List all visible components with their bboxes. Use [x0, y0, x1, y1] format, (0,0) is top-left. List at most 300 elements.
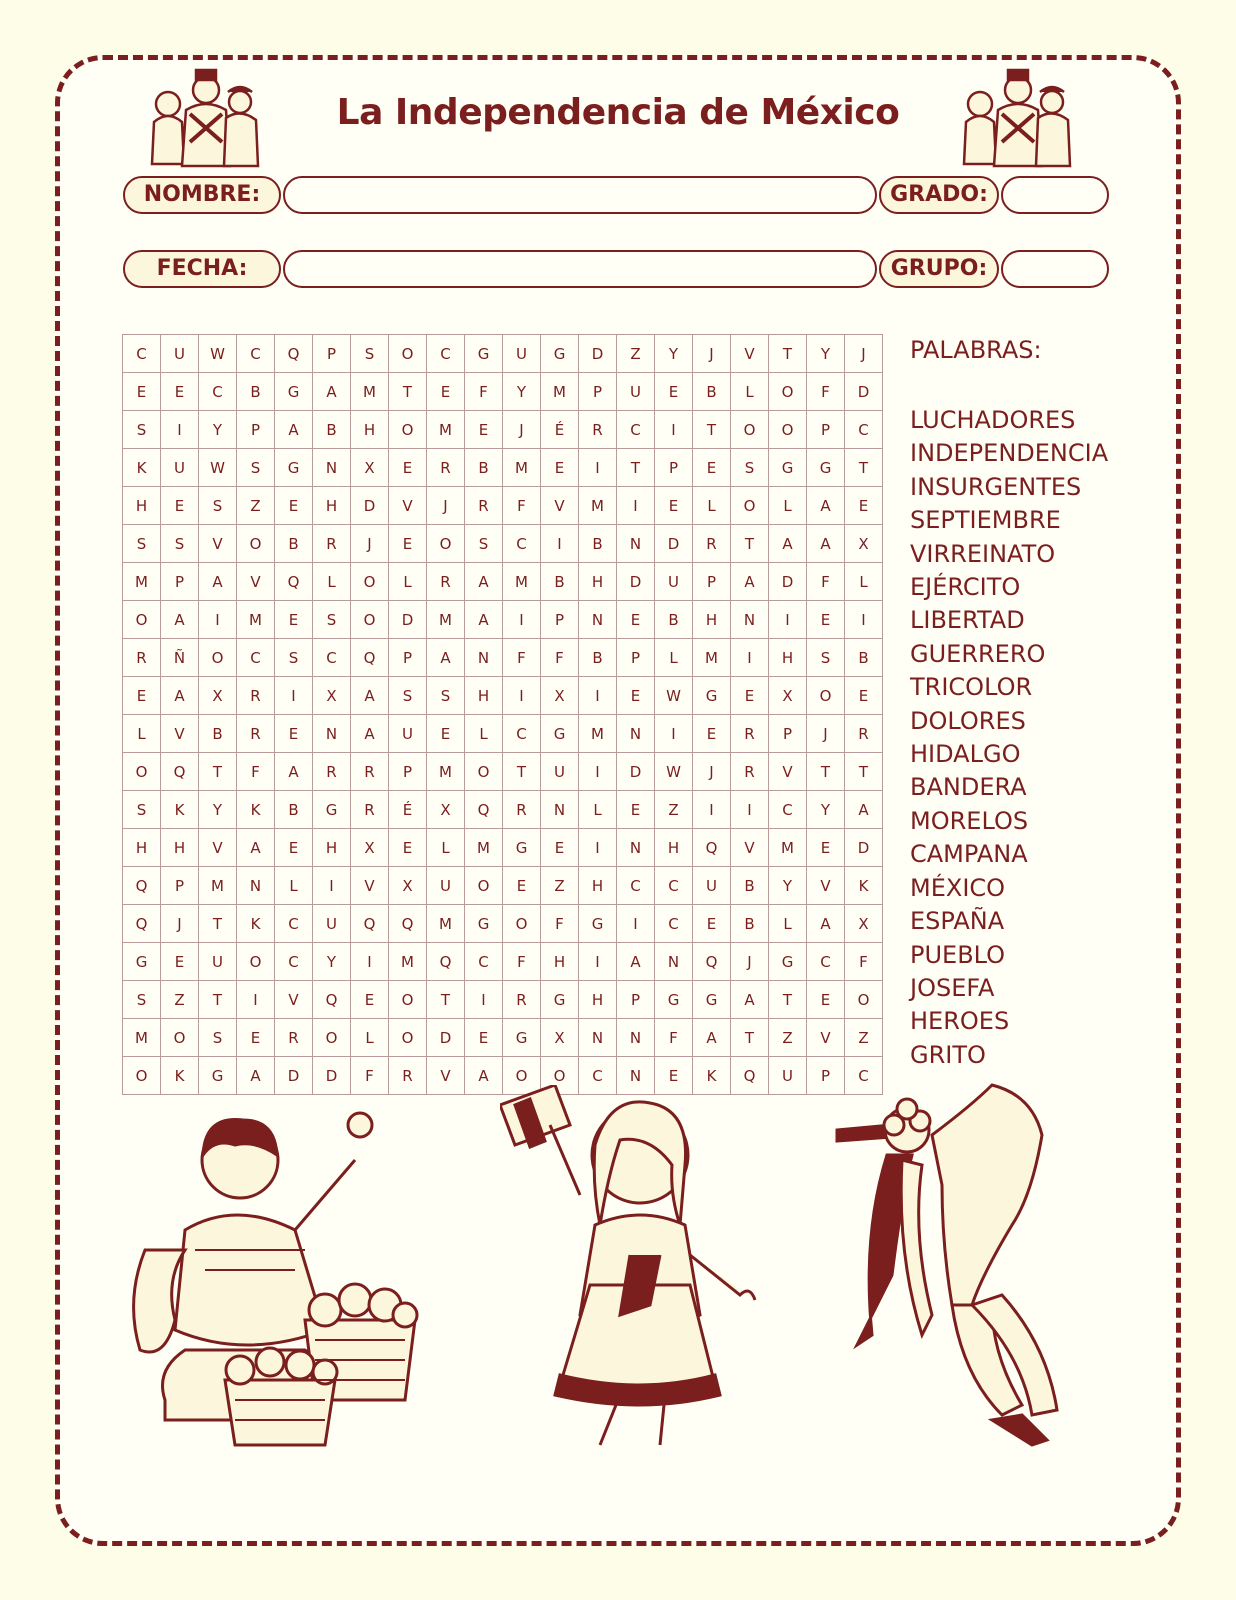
grid-letter[interactable]: T [503, 753, 541, 791]
grid-letter[interactable]: O [237, 525, 275, 563]
grid-letter[interactable]: T [731, 525, 769, 563]
grid-letter[interactable]: S [351, 335, 389, 373]
grid-letter[interactable]: E [275, 829, 313, 867]
grid-letter[interactable]: T [769, 981, 807, 1019]
grid-letter[interactable]: G [655, 981, 693, 1019]
grid-letter[interactable]: Y [199, 411, 237, 449]
grid-letter[interactable]: C [503, 525, 541, 563]
grid-letter[interactable]: I [579, 829, 617, 867]
grid-letter[interactable]: M [503, 449, 541, 487]
grid-letter[interactable]: Q [351, 639, 389, 677]
grid-letter[interactable]: E [389, 525, 427, 563]
grid-letter[interactable]: V [427, 1057, 465, 1095]
grid-letter[interactable]: E [389, 449, 427, 487]
grid-letter[interactable]: I [617, 905, 655, 943]
grid-letter[interactable]: W [655, 753, 693, 791]
grid-letter[interactable]: B [655, 601, 693, 639]
grid-letter[interactable]: W [655, 677, 693, 715]
grid-letter[interactable]: R [579, 411, 617, 449]
grid-letter[interactable]: L [427, 829, 465, 867]
grid-letter[interactable]: M [427, 905, 465, 943]
grid-letter[interactable]: E [427, 715, 465, 753]
grid-letter[interactable]: Q [427, 943, 465, 981]
grid-letter[interactable]: H [693, 601, 731, 639]
grid-letter[interactable]: G [503, 829, 541, 867]
grid-letter[interactable]: B [313, 411, 351, 449]
grid-letter[interactable]: E [389, 829, 427, 867]
grid-letter[interactable]: I [617, 487, 655, 525]
grid-letter[interactable]: E [807, 829, 845, 867]
grid-letter[interactable]: O [731, 411, 769, 449]
grid-letter[interactable]: E [541, 449, 579, 487]
grid-letter[interactable]: N [313, 715, 351, 753]
grid-letter[interactable]: U [541, 753, 579, 791]
grid-letter[interactable]: E [465, 411, 503, 449]
grid-letter[interactable]: E [617, 601, 655, 639]
grid-letter[interactable]: A [807, 905, 845, 943]
grid-letter[interactable]: J [807, 715, 845, 753]
grid-letter[interactable]: M [693, 639, 731, 677]
grid-letter[interactable]: O [503, 905, 541, 943]
grid-letter[interactable]: Y [807, 335, 845, 373]
grid-letter[interactable]: C [237, 335, 275, 373]
grid-letter[interactable]: T [389, 373, 427, 411]
grid-letter[interactable]: Q [389, 905, 427, 943]
grid-letter[interactable]: N [617, 829, 655, 867]
grid-letter[interactable]: H [161, 829, 199, 867]
grid-letter[interactable]: K [693, 1057, 731, 1095]
grid-letter[interactable]: P [313, 335, 351, 373]
grid-letter[interactable]: E [693, 715, 731, 753]
grid-letter[interactable]: R [427, 449, 465, 487]
grid-letter[interactable]: X [769, 677, 807, 715]
grid-letter[interactable]: C [237, 639, 275, 677]
grid-letter[interactable]: V [351, 867, 389, 905]
grid-letter[interactable]: U [769, 1057, 807, 1095]
grid-letter[interactable]: G [275, 373, 313, 411]
grid-letter[interactable]: P [389, 753, 427, 791]
grid-letter[interactable]: E [275, 601, 313, 639]
grid-letter[interactable]: A [845, 791, 883, 829]
grid-letter[interactable]: J [503, 411, 541, 449]
grid-letter[interactable]: O [313, 1019, 351, 1057]
grid-letter[interactable]: R [313, 525, 351, 563]
grid-letter[interactable]: E [275, 715, 313, 753]
grid-letter[interactable]: V [275, 981, 313, 1019]
grid-letter[interactable]: P [655, 449, 693, 487]
grid-letter[interactable]: P [693, 563, 731, 601]
grid-letter[interactable]: L [465, 715, 503, 753]
grid-letter[interactable]: P [161, 563, 199, 601]
grid-letter[interactable]: P [579, 373, 617, 411]
grid-letter[interactable]: S [123, 525, 161, 563]
grid-letter[interactable]: N [541, 791, 579, 829]
grid-letter[interactable]: I [579, 449, 617, 487]
grid-letter[interactable]: A [617, 943, 655, 981]
grid-letter[interactable]: D [617, 563, 655, 601]
grid-letter[interactable]: R [313, 753, 351, 791]
grid-letter[interactable]: E [351, 981, 389, 1019]
grid-letter[interactable]: E [123, 677, 161, 715]
grid-letter[interactable]: S [427, 677, 465, 715]
grid-letter[interactable]: C [579, 1057, 617, 1095]
grid-letter[interactable]: H [351, 411, 389, 449]
grid-letter[interactable]: Y [807, 791, 845, 829]
grid-letter[interactable]: D [313, 1057, 351, 1095]
grid-letter[interactable]: M [123, 563, 161, 601]
grid-letter[interactable]: H [313, 829, 351, 867]
grid-letter[interactable]: W [199, 335, 237, 373]
grid-letter[interactable]: P [237, 411, 275, 449]
grid-letter[interactable]: G [199, 1057, 237, 1095]
grid-letter[interactable]: I [503, 677, 541, 715]
grid-letter[interactable]: Y [769, 867, 807, 905]
grid-letter[interactable]: F [807, 563, 845, 601]
grid-letter[interactable]: E [161, 487, 199, 525]
grid-letter[interactable]: L [275, 867, 313, 905]
grid-letter[interactable]: É [389, 791, 427, 829]
grid-letter[interactable]: C [845, 411, 883, 449]
grid-letter[interactable]: I [693, 791, 731, 829]
grid-letter[interactable]: Y [199, 791, 237, 829]
grid-letter[interactable]: A [351, 677, 389, 715]
grid-letter[interactable]: U [655, 563, 693, 601]
grid-letter[interactable]: H [655, 829, 693, 867]
grid-letter[interactable]: O [199, 639, 237, 677]
grid-letter[interactable]: X [351, 449, 389, 487]
grid-letter[interactable]: K [845, 867, 883, 905]
grid-letter[interactable]: P [617, 981, 655, 1019]
grid-letter[interactable]: F [655, 1019, 693, 1057]
grid-letter[interactable]: H [769, 639, 807, 677]
grid-letter[interactable]: C [275, 943, 313, 981]
grid-letter[interactable]: M [351, 373, 389, 411]
grid-letter[interactable]: H [313, 487, 351, 525]
grid-letter[interactable]: U [199, 943, 237, 981]
grid-letter[interactable]: V [731, 335, 769, 373]
grid-letter[interactable]: X [541, 677, 579, 715]
grid-letter[interactable]: C [503, 715, 541, 753]
grid-letter[interactable]: V [769, 753, 807, 791]
grid-letter[interactable]: V [199, 829, 237, 867]
grid-letter[interactable]: K [123, 449, 161, 487]
grid-letter[interactable]: I [655, 411, 693, 449]
grid-letter[interactable]: I [769, 601, 807, 639]
group-field[interactable] [1001, 250, 1109, 288]
grid-letter[interactable]: I [579, 677, 617, 715]
grid-letter[interactable]: P [807, 1057, 845, 1095]
grid-letter[interactable]: O [389, 335, 427, 373]
grid-letter[interactable]: S [389, 677, 427, 715]
grid-letter[interactable]: D [275, 1057, 313, 1095]
grid-letter[interactable]: A [161, 601, 199, 639]
grid-letter[interactable]: Q [275, 563, 313, 601]
grid-letter[interactable]: O [465, 753, 503, 791]
grid-letter[interactable]: G [541, 335, 579, 373]
grid-letter[interactable]: A [465, 563, 503, 601]
grid-letter[interactable]: S [807, 639, 845, 677]
grid-letter[interactable]: V [199, 525, 237, 563]
grid-letter[interactable]: Q [693, 829, 731, 867]
grid-letter[interactable]: Q [351, 905, 389, 943]
grid-letter[interactable]: B [275, 791, 313, 829]
grid-letter[interactable]: S [237, 449, 275, 487]
grid-letter[interactable]: N [579, 1019, 617, 1057]
grid-letter[interactable]: D [655, 525, 693, 563]
grid-letter[interactable]: V [731, 829, 769, 867]
grid-letter[interactable]: Q [465, 791, 503, 829]
date-field[interactable] [283, 250, 877, 288]
grid-letter[interactable]: A [237, 1057, 275, 1095]
grid-letter[interactable]: E [161, 373, 199, 411]
grid-letter[interactable]: A [275, 753, 313, 791]
grid-letter[interactable]: Z [769, 1019, 807, 1057]
grid-letter[interactable]: T [693, 411, 731, 449]
grid-letter[interactable]: E [617, 791, 655, 829]
grid-letter[interactable]: S [161, 525, 199, 563]
grid-letter[interactable]: S [275, 639, 313, 677]
grid-letter[interactable]: Q [275, 335, 313, 373]
grid-letter[interactable]: M [389, 943, 427, 981]
grid-letter[interactable]: J [693, 753, 731, 791]
grid-letter[interactable]: B [465, 449, 503, 487]
grid-letter[interactable]: A [313, 373, 351, 411]
grid-letter[interactable]: M [237, 601, 275, 639]
grid-letter[interactable]: E [693, 449, 731, 487]
grid-letter[interactable]: L [351, 1019, 389, 1057]
grid-letter[interactable]: G [579, 905, 617, 943]
grid-letter[interactable]: H [123, 829, 161, 867]
grid-letter[interactable]: J [845, 335, 883, 373]
grid-letter[interactable]: O [351, 601, 389, 639]
grid-letter[interactable]: V [161, 715, 199, 753]
grid-letter[interactable]: F [351, 1057, 389, 1095]
grid-letter[interactable]: E [655, 373, 693, 411]
grid-letter[interactable]: Z [617, 335, 655, 373]
grid-letter[interactable]: U [313, 905, 351, 943]
grid-letter[interactable]: C [275, 905, 313, 943]
grid-letter[interactable]: S [123, 791, 161, 829]
grid-letter[interactable]: M [579, 487, 617, 525]
grid-letter[interactable]: D [617, 753, 655, 791]
grid-letter[interactable]: O [541, 1057, 579, 1095]
grid-letter[interactable]: P [769, 715, 807, 753]
grid-letter[interactable]: D [845, 829, 883, 867]
grid-letter[interactable]: H [579, 867, 617, 905]
grid-letter[interactable]: B [731, 905, 769, 943]
grid-letter[interactable]: E [617, 677, 655, 715]
grid-letter[interactable]: U [161, 335, 199, 373]
grid-letter[interactable]: G [541, 981, 579, 1019]
grid-letter[interactable]: Q [731, 1057, 769, 1095]
grid-letter[interactable]: I [503, 601, 541, 639]
grid-letter[interactable]: Z [845, 1019, 883, 1057]
grid-letter[interactable]: R [351, 753, 389, 791]
grid-letter[interactable]: H [579, 981, 617, 1019]
grid-letter[interactable]: O [389, 1019, 427, 1057]
grid-letter[interactable]: Ñ [161, 639, 199, 677]
grid-letter[interactable]: M [503, 563, 541, 601]
grid-letter[interactable]: I [731, 791, 769, 829]
grid-letter[interactable]: N [617, 1057, 655, 1095]
grid-letter[interactable]: V [807, 1019, 845, 1057]
grid-letter[interactable]: L [769, 487, 807, 525]
grid-letter[interactable]: A [807, 525, 845, 563]
grid-letter[interactable]: P [389, 639, 427, 677]
grid-letter[interactable]: E [845, 487, 883, 525]
grid-letter[interactable]: L [579, 791, 617, 829]
grid-letter[interactable]: X [199, 677, 237, 715]
grid-letter[interactable]: O [123, 601, 161, 639]
grid-letter[interactable]: L [731, 373, 769, 411]
grid-letter[interactable]: I [313, 867, 351, 905]
grid-letter[interactable]: I [655, 715, 693, 753]
grid-letter[interactable]: C [807, 943, 845, 981]
grade-field[interactable] [1001, 176, 1109, 214]
grid-letter[interactable]: A [465, 1057, 503, 1095]
grid-letter[interactable]: S [199, 1019, 237, 1057]
grid-letter[interactable]: X [351, 829, 389, 867]
grid-letter[interactable]: V [541, 487, 579, 525]
grid-letter[interactable]: N [465, 639, 503, 677]
grid-letter[interactable]: H [465, 677, 503, 715]
grid-letter[interactable]: J [161, 905, 199, 943]
grid-letter[interactable]: N [617, 525, 655, 563]
grid-letter[interactable]: I [275, 677, 313, 715]
grid-letter[interactable]: M [123, 1019, 161, 1057]
grid-letter[interactable]: E [161, 943, 199, 981]
grid-letter[interactable]: Q [123, 867, 161, 905]
grid-letter[interactable]: C [617, 867, 655, 905]
grid-letter[interactable]: B [693, 373, 731, 411]
grid-letter[interactable]: S [199, 487, 237, 525]
grid-letter[interactable]: S [123, 411, 161, 449]
grid-letter[interactable]: C [617, 411, 655, 449]
grid-letter[interactable]: I [199, 601, 237, 639]
grid-letter[interactable]: J [351, 525, 389, 563]
grid-letter[interactable]: N [617, 715, 655, 753]
grid-letter[interactable]: I [579, 753, 617, 791]
grid-letter[interactable]: G [769, 449, 807, 487]
grid-letter[interactable]: E [845, 677, 883, 715]
grid-letter[interactable]: G [769, 943, 807, 981]
grid-letter[interactable]: M [427, 411, 465, 449]
grid-letter[interactable]: C [199, 373, 237, 411]
grid-letter[interactable]: I [465, 981, 503, 1019]
grid-letter[interactable]: Y [503, 373, 541, 411]
grid-letter[interactable]: Q [693, 943, 731, 981]
grid-letter[interactable]: E [807, 601, 845, 639]
grid-letter[interactable]: Z [237, 487, 275, 525]
grid-letter[interactable]: O [351, 563, 389, 601]
grid-letter[interactable]: D [769, 563, 807, 601]
grid-letter[interactable]: T [199, 905, 237, 943]
grid-letter[interactable]: V [237, 563, 275, 601]
grid-letter[interactable]: R [503, 981, 541, 1019]
grid-letter[interactable]: X [389, 867, 427, 905]
grid-letter[interactable]: G [313, 791, 351, 829]
grid-letter[interactable]: Q [313, 981, 351, 1019]
grid-letter[interactable]: G [503, 1019, 541, 1057]
grid-letter[interactable]: Z [541, 867, 579, 905]
grid-letter[interactable]: O [389, 411, 427, 449]
grid-letter[interactable]: S [123, 981, 161, 1019]
grid-letter[interactable]: W [199, 449, 237, 487]
grid-letter[interactable]: T [199, 753, 237, 791]
grid-letter[interactable]: R [351, 791, 389, 829]
grid-letter[interactable]: R [275, 1019, 313, 1057]
grid-letter[interactable]: C [655, 905, 693, 943]
grid-letter[interactable]: G [541, 715, 579, 753]
grid-letter[interactable]: X [845, 525, 883, 563]
grid-letter[interactable]: Z [161, 981, 199, 1019]
grid-letter[interactable]: T [427, 981, 465, 1019]
grid-letter[interactable]: M [199, 867, 237, 905]
grid-letter[interactable]: I [237, 981, 275, 1019]
grid-letter[interactable]: R [845, 715, 883, 753]
grid-letter[interactable]: A [427, 639, 465, 677]
grid-letter[interactable]: G [807, 449, 845, 487]
grid-letter[interactable]: B [579, 525, 617, 563]
grid-letter[interactable]: P [807, 411, 845, 449]
grid-letter[interactable]: A [161, 677, 199, 715]
grid-letter[interactable]: J [731, 943, 769, 981]
grid-letter[interactable]: D [845, 373, 883, 411]
grid-letter[interactable]: N [617, 1019, 655, 1057]
grid-letter[interactable]: E [731, 677, 769, 715]
grid-letter[interactable]: L [655, 639, 693, 677]
grid-letter[interactable]: T [845, 753, 883, 791]
grid-letter[interactable]: M [769, 829, 807, 867]
grid-letter[interactable]: B [237, 373, 275, 411]
grid-letter[interactable]: K [237, 791, 275, 829]
grid-letter[interactable]: A [351, 715, 389, 753]
grid-letter[interactable]: H [123, 487, 161, 525]
grid-letter[interactable]: N [731, 601, 769, 639]
grid-letter[interactable]: J [693, 335, 731, 373]
grid-letter[interactable]: F [845, 943, 883, 981]
grid-letter[interactable]: R [731, 753, 769, 791]
grid-letter[interactable]: F [503, 639, 541, 677]
grid-letter[interactable]: A [731, 981, 769, 1019]
grid-letter[interactable]: C [427, 335, 465, 373]
grid-letter[interactable]: R [123, 639, 161, 677]
grid-letter[interactable]: V [389, 487, 427, 525]
grid-letter[interactable]: H [541, 943, 579, 981]
grid-letter[interactable]: G [465, 335, 503, 373]
grid-letter[interactable]: T [617, 449, 655, 487]
grid-letter[interactable]: G [693, 677, 731, 715]
grid-letter[interactable]: N [579, 601, 617, 639]
grid-letter[interactable]: R [237, 677, 275, 715]
grid-letter[interactable]: E [541, 829, 579, 867]
grid-letter[interactable]: O [465, 867, 503, 905]
grid-letter[interactable]: O [161, 1019, 199, 1057]
grid-letter[interactable]: O [807, 677, 845, 715]
grid-letter[interactable]: C [769, 791, 807, 829]
grid-letter[interactable]: O [123, 1057, 161, 1095]
grid-letter[interactable]: T [769, 335, 807, 373]
grid-letter[interactable]: C [845, 1057, 883, 1095]
grid-letter[interactable]: U [161, 449, 199, 487]
grid-letter[interactable]: Y [313, 943, 351, 981]
grid-letter[interactable]: N [655, 943, 693, 981]
grid-letter[interactable]: D [427, 1019, 465, 1057]
grid-letter[interactable]: F [503, 487, 541, 525]
grid-letter[interactable]: L [845, 563, 883, 601]
grid-letter[interactable]: R [693, 525, 731, 563]
grid-letter[interactable]: E [807, 981, 845, 1019]
